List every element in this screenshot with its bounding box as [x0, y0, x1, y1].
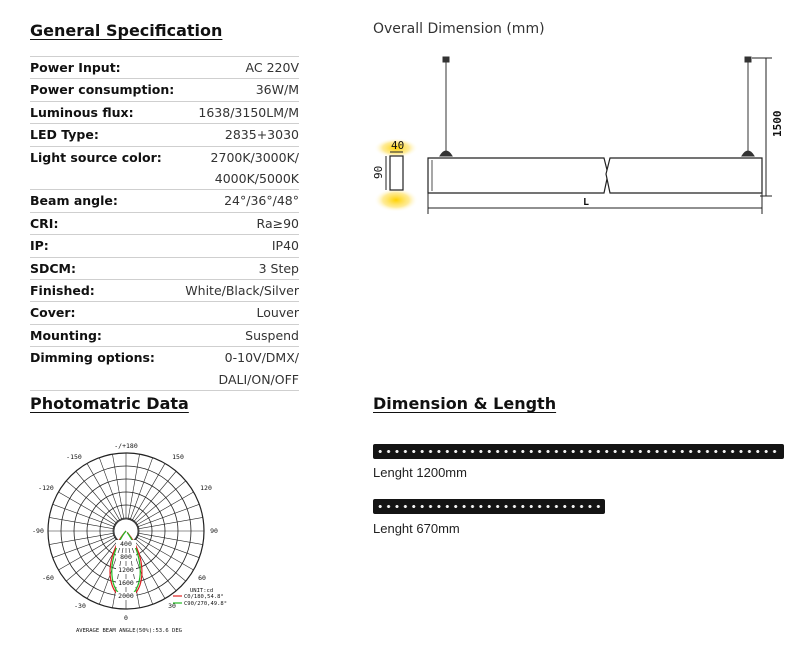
spec-label: LED Type:	[30, 127, 99, 143]
spec-value: White/Black/Silver	[185, 283, 299, 299]
spec-label: SDCM:	[30, 260, 76, 276]
polar-angle-label: 0	[124, 614, 128, 622]
polar-angle-label: -/+180	[114, 442, 138, 450]
spec-row	[30, 302, 299, 324]
strip-1200	[373, 444, 784, 459]
spec-row	[30, 147, 299, 168]
spec-label: Light source color:	[30, 149, 162, 165]
profile-body	[390, 156, 403, 190]
spec-row	[30, 347, 299, 368]
general-spec-title: General Specification	[30, 21, 223, 40]
polar-radial-label: 1200	[118, 566, 134, 574]
spec-value: DALI/ON/OFF	[218, 371, 299, 387]
polar-angle-label: -120	[38, 484, 54, 492]
spec-table	[30, 56, 299, 391]
polar-angle-label: 60	[198, 574, 206, 582]
polar-angle-label: 120	[200, 484, 212, 492]
spec-row	[30, 258, 299, 280]
spec-row	[30, 325, 299, 347]
spec-row	[30, 79, 299, 101]
spec-row	[30, 190, 299, 212]
spec-row	[30, 235, 299, 257]
spec-row	[30, 124, 299, 146]
spec-value: 24°/36°/48°	[224, 193, 299, 209]
spec-label: Cover:	[30, 305, 76, 321]
legend-entry: C90/270,49.8°	[184, 601, 228, 607]
spec-row	[30, 102, 299, 124]
spec-label: Dimming options:	[30, 350, 155, 366]
spec-value: AC 220V	[245, 60, 299, 75]
dimension-drawing	[370, 48, 790, 218]
legend-entry: C0/180,54.8°	[184, 594, 224, 600]
spec-value: Louver	[256, 305, 299, 321]
spec-value: 1638/3150LM/M	[198, 104, 299, 120]
spec-row	[30, 369, 299, 391]
width-label: 40	[391, 139, 405, 152]
spec-label: Mounting:	[30, 327, 102, 343]
dimension-length-title: Dimension & Length	[373, 394, 557, 413]
spec-row	[30, 213, 299, 235]
spec-label: Power consumption:	[30, 82, 175, 98]
profile-side-view	[372, 138, 418, 212]
strip-1200-caption: Lenght 1200mm	[373, 465, 467, 480]
luminaire-body	[428, 158, 762, 193]
spec-label: Luminous flux:	[30, 104, 134, 120]
spec-value: IP40	[271, 238, 299, 254]
glow-bottom	[374, 188, 418, 212]
height-label: 90	[372, 165, 385, 179]
spec-label: Finished:	[30, 283, 95, 299]
strip-670-caption: Lenght 670mm	[373, 521, 460, 536]
suspension-wires	[440, 57, 754, 156]
spec-value: 4000K/5000K	[214, 171, 299, 187]
spec-value: 2835+3030	[224, 127, 299, 143]
polar-angle-label: 150	[172, 453, 184, 461]
polar-radial-label: 1600	[118, 579, 134, 587]
spec-value: 36W/M	[255, 82, 299, 98]
spec-label: Power Input:	[30, 60, 121, 75]
polar-radial-label: 2000	[118, 592, 134, 600]
spec-label: IP:	[30, 238, 49, 254]
strip-670	[373, 499, 605, 514]
spec-value: 0-10V/DMX/	[224, 350, 299, 366]
polar-angle-label: -90	[32, 527, 44, 535]
polar-radial-label: 800	[120, 553, 132, 561]
length-label: L	[583, 197, 590, 208]
polar-radial-label: 400	[120, 540, 132, 548]
spec-row	[30, 280, 299, 302]
spec-value: Suspend	[245, 327, 299, 343]
spec-label: CRI:	[30, 215, 59, 231]
suspension-label: 1500	[771, 110, 784, 137]
spec-row	[30, 57, 299, 79]
polar-angle-label: 30	[168, 602, 176, 610]
spec-value: 3 Step	[258, 260, 299, 276]
length-dimension	[428, 193, 762, 214]
spec-row	[30, 168, 299, 190]
photometric-polar-chart	[30, 440, 260, 640]
polar-angle-label: -150	[66, 453, 82, 461]
polar-angle-label: -60	[42, 574, 54, 582]
spec-value: Ra≥90	[256, 215, 299, 231]
spec-value: 2700K/3000K/	[210, 149, 299, 165]
overall-dimension-title: Overall Dimension (mm)	[373, 21, 545, 37]
photometric-title: Photomatric Data	[30, 394, 189, 413]
polar-angle-label: -30	[74, 602, 86, 610]
spec-label: Beam angle:	[30, 193, 118, 209]
unit-label: UNIT:cd	[190, 588, 214, 594]
beam-angle-footer: AVERAGE BEAM ANGLE(50%):53.6 DEG	[76, 628, 182, 634]
polar-angle-label: 90	[210, 527, 218, 535]
